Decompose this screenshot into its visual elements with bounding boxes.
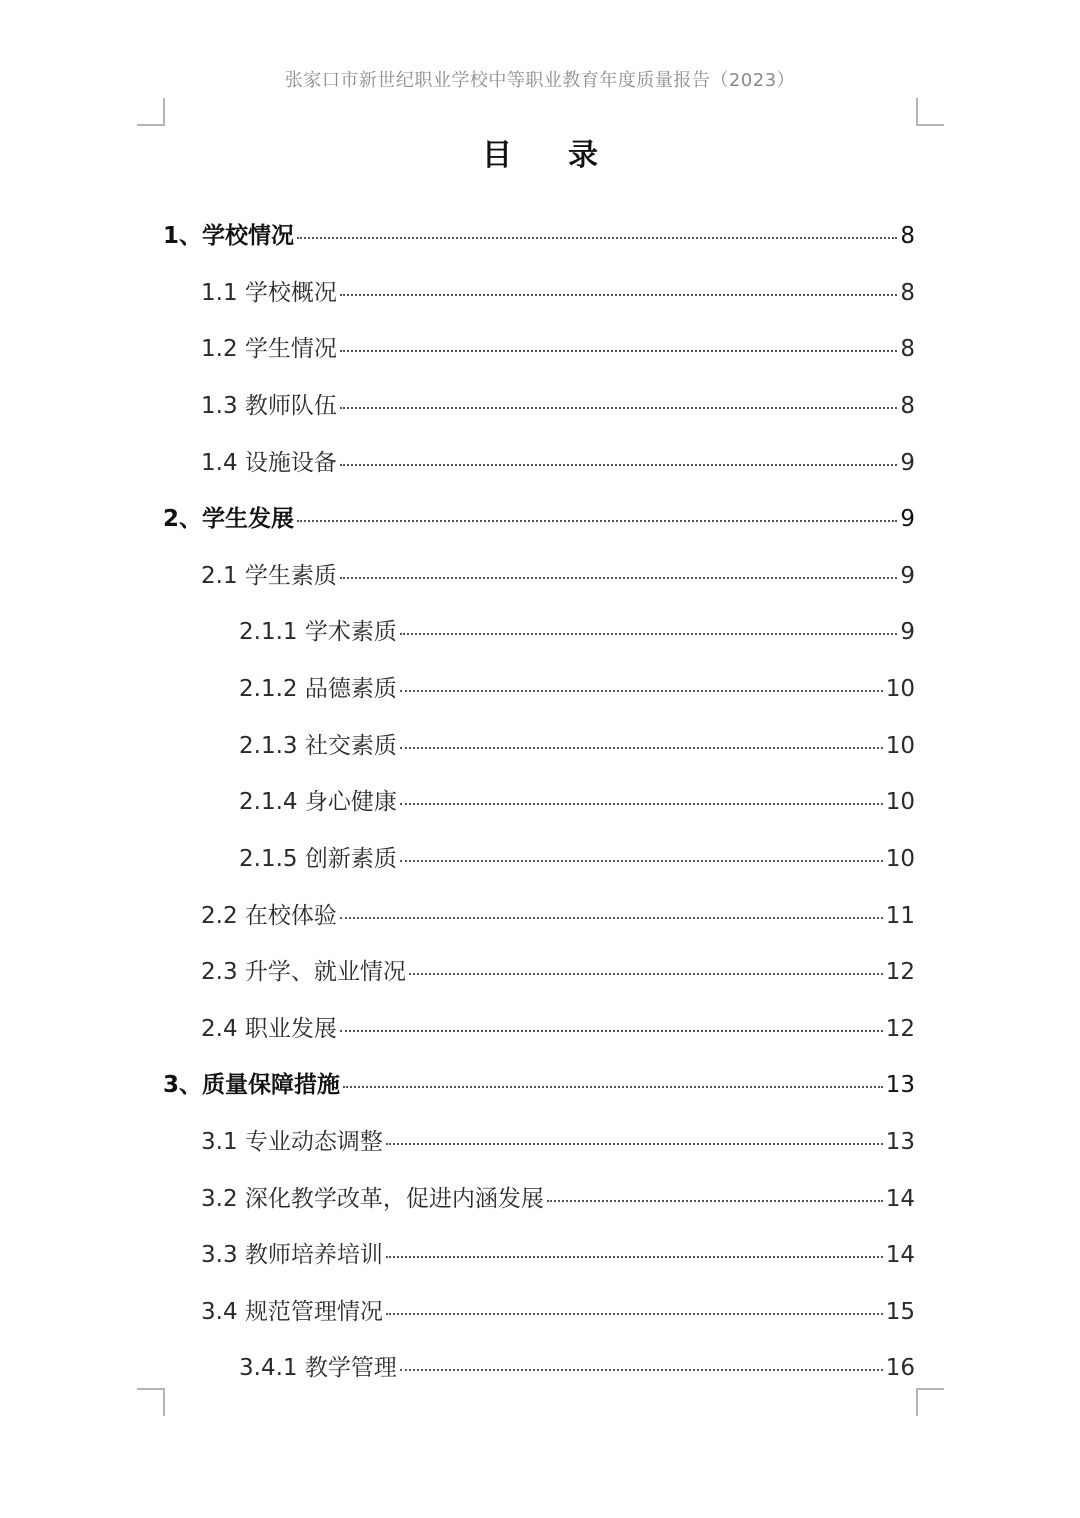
toc-entry[interactable] [201, 1009, 915, 1049]
crop-mark-top-left [137, 98, 165, 126]
toc-leader-dots [386, 1143, 883, 1145]
toc-leader-dots [340, 917, 883, 919]
toc-entry[interactable] [201, 896, 915, 936]
toc-leader-dots [400, 633, 898, 635]
toc-entry[interactable] [201, 1179, 915, 1219]
crop-mark-bottom-left [137, 1388, 165, 1416]
toc-entry-page: 9 [900, 563, 915, 589]
toc-entry[interactable] [201, 329, 915, 369]
toc-entry-label: 2.1.5 创新素质 [239, 846, 397, 872]
toc-entry[interactable] [163, 216, 915, 256]
toc-entry[interactable] [239, 782, 915, 822]
toc-entry-page: 8 [900, 280, 915, 306]
toc-leader-dots [297, 520, 897, 522]
toc-entry[interactable] [239, 726, 915, 766]
toc-entry[interactable] [201, 1122, 915, 1162]
toc-leader-dots [400, 690, 883, 692]
toc-entry-label: 2.1 学生素质 [201, 563, 337, 589]
toc-entry-label: 2、学生发展 [163, 506, 295, 532]
toc-leader-dots [340, 577, 897, 579]
toc-entry-page: 9 [900, 506, 915, 532]
toc-entry[interactable] [163, 499, 915, 539]
toc-entry-label: 2.3 升学、就业情况 [201, 959, 406, 985]
toc-entry-page: 8 [900, 336, 915, 362]
toc-entry-page: 9 [900, 450, 915, 476]
toc-entry[interactable] [239, 1348, 915, 1388]
toc-entry-label: 2.1.1 学术素质 [239, 619, 397, 645]
crop-mark-top-right [916, 98, 944, 126]
toc-entry-page: 10 [885, 789, 915, 815]
toc-entry-label: 3.3 教师培养培训 [201, 1242, 383, 1268]
toc-entry-label: 1.1 学校概况 [201, 280, 337, 306]
toc-entry-label: 1.3 教师队伍 [201, 393, 337, 419]
toc-entry-label: 3、质量保障措施 [163, 1072, 341, 1098]
toc-entry-page: 12 [885, 959, 915, 985]
toc-entry[interactable] [201, 952, 915, 992]
toc-entry[interactable] [201, 273, 915, 313]
toc-entry[interactable] [239, 669, 915, 709]
toc-entry-label: 1.2 学生情况 [201, 336, 337, 362]
toc-leader-dots [340, 350, 897, 352]
toc-leader-dots [386, 1256, 883, 1258]
toc-leader-dots [340, 1030, 883, 1032]
toc-leader-dots [386, 1313, 883, 1315]
toc-title: 目录 [482, 138, 654, 173]
crop-mark-bottom-right [916, 1388, 944, 1416]
toc-entry[interactable] [201, 386, 915, 426]
toc-entry-page: 10 [885, 676, 915, 702]
toc-leader-dots [400, 1369, 883, 1371]
toc-entry[interactable] [201, 1235, 915, 1275]
toc-entry-page: 12 [885, 1016, 915, 1042]
page-header: 张家口市新世纪职业学校中等职业教育年度质量报告（2023） [284, 70, 796, 91]
toc-entry-page: 13 [885, 1072, 915, 1098]
toc-entry[interactable] [239, 839, 915, 879]
toc-entry-page: 10 [885, 846, 915, 872]
toc-entry-page: 11 [885, 903, 915, 929]
toc-entry-page: 16 [885, 1355, 915, 1381]
toc-entry[interactable] [239, 612, 915, 652]
toc-entry-page: 14 [885, 1186, 915, 1212]
toc-leader-dots [547, 1200, 883, 1202]
toc-entry-label: 3.1 专业动态调整 [201, 1129, 383, 1155]
toc-leader-dots [340, 464, 897, 466]
toc-leader-dots [340, 294, 897, 296]
toc-entry-label: 1.4 设施设备 [201, 450, 337, 476]
toc-entry-label: 2.1.4 身心健康 [239, 789, 397, 815]
toc-entry-page: 13 [885, 1129, 915, 1155]
toc-entry[interactable] [201, 1292, 915, 1332]
toc-entry[interactable] [201, 443, 915, 483]
toc-leader-dots [340, 407, 897, 409]
toc-entry-label: 2.1.3 社交素质 [239, 733, 397, 759]
toc-leader-dots [343, 1086, 883, 1088]
toc-entry-label: 2.1.2 品德素质 [239, 676, 397, 702]
toc-entry-page: 15 [885, 1299, 915, 1325]
toc-entry-page: 10 [885, 733, 915, 759]
toc-entry-label: 1、学校情况 [163, 223, 295, 249]
toc-leader-dots [400, 803, 883, 805]
toc-entry-label: 3.4 规范管理情况 [201, 1299, 383, 1325]
toc-entry-label: 2.4 职业发展 [201, 1016, 337, 1042]
toc-entry-label: 2.2 在校体验 [201, 903, 337, 929]
toc-entry-page: 8 [900, 223, 915, 249]
toc-leader-dots [297, 237, 897, 239]
toc-leader-dots [409, 973, 883, 975]
toc-entry-page: 9 [900, 619, 915, 645]
toc-entry-page: 8 [900, 393, 915, 419]
toc-entry[interactable] [163, 1065, 915, 1105]
toc-entry-page: 14 [885, 1242, 915, 1268]
toc-entry-label: 3.4.1 教学管理 [239, 1355, 397, 1381]
toc-leader-dots [400, 747, 883, 749]
toc-leader-dots [400, 860, 883, 862]
toc-entry[interactable] [201, 556, 915, 596]
toc-entry-label: 3.2 深化教学改革，促进内涵发展 [201, 1186, 544, 1212]
